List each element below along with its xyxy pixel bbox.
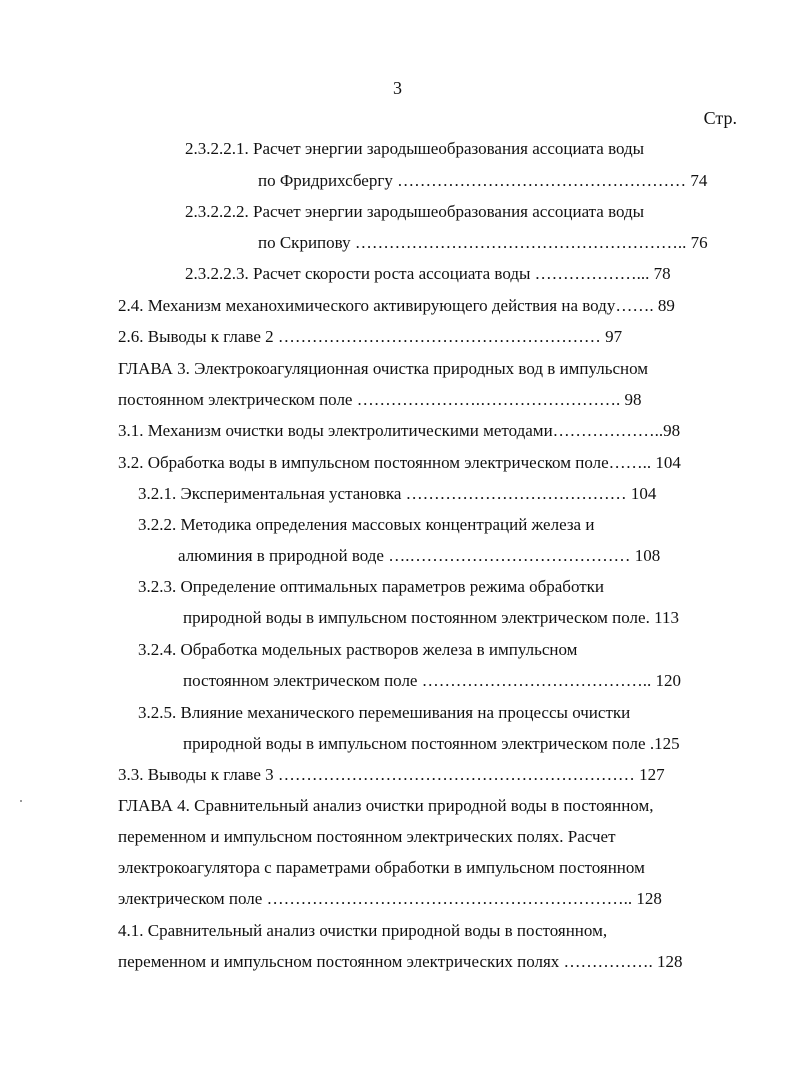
scan-speck xyxy=(20,800,22,802)
toc-entry: ГЛАВА 4. Сравнительный анализ очистки природной воды в постоянном, xyxy=(118,796,654,815)
toc-entry: 3.2.5. Влияние механического перемешивания на процессы очистки xyxy=(138,703,631,722)
toc-entry: ГЛАВА 3. Электрокоагуляционная очистка природных вод в импульсном xyxy=(118,359,649,378)
toc-entry: 3.2.4. Обработка модельных растворов железа в импульсном xyxy=(138,640,578,659)
page-number: 3 xyxy=(393,78,402,98)
toc-entry: 4.1. Сравнительный анализ очистки природной воды в постоянном, xyxy=(118,921,608,940)
toc-entry: 3.2.3. Определение оптимальных параметров режима обработки xyxy=(138,577,605,596)
toc-entry: 2.3.2.2.1. Расчет энергии зародышеобразования ассоциата воды xyxy=(185,139,645,158)
toc-entry: 3.3. Выводы к главе 3 ……………………………………………………… 127 xyxy=(118,765,665,784)
toc-entry: по Скрипову ………………………………………………….. 76 xyxy=(258,233,708,252)
toc-entry: переменном и импульсном постоянном электрических полях ……………. 128 xyxy=(118,952,683,971)
toc-entry: по Фридрихсбергу …………………………………………… 74 xyxy=(258,171,708,190)
toc-entry: природной воды в импульсном постоянном электрическом поле .125 xyxy=(183,734,680,753)
toc-entry: природной воды в импульсном постоянном электрическом поле. 113 xyxy=(183,608,679,627)
toc-entry: постоянном электрическом поле ………………….……………………. 98 xyxy=(118,390,642,409)
page-column-label: Стр. xyxy=(703,108,737,128)
toc-entry: 2.3.2.2.2. Расчет энергии зародышеобразования ассоциата воды xyxy=(185,202,645,221)
toc-entry: электрокоагулятора с параметрами обработки в импульсном постоянном xyxy=(118,858,645,877)
toc-entry: переменном и импульсном постоянном электрических полях. Расчет xyxy=(118,827,616,846)
toc-entry: постоянном электрическом поле ………………………………….. 120 xyxy=(183,671,681,690)
toc-entry: 2.3.2.2.3. Расчет скорости роста ассоциата воды ………………... 78 xyxy=(185,264,671,283)
toc-entry: 2.6. Выводы к главе 2 ………………………………………………… 97 xyxy=(118,327,623,346)
toc-entry: 3.2.1. Экспериментальная установка ………………………………… 104 xyxy=(138,484,657,503)
toc-entry: 3.2. Обработка воды в импульсном постоянном электрическом поле…….. 104 xyxy=(118,453,681,472)
toc-entry: 3.2.2. Методика определения массовых концентраций железа и xyxy=(138,515,595,534)
toc-entry: 2.4. Механизм механохимического активирующего действия на воду……. 89 xyxy=(118,296,675,315)
toc-entry: 3.1. Механизм очистки воды электролитическими методами………………..98 xyxy=(118,421,681,440)
toc-entry: электрическом поле ……………………………………………………….. 128 xyxy=(118,889,662,908)
toc-entry: алюминия в природной воде ….………………………………… 108 xyxy=(178,546,661,565)
